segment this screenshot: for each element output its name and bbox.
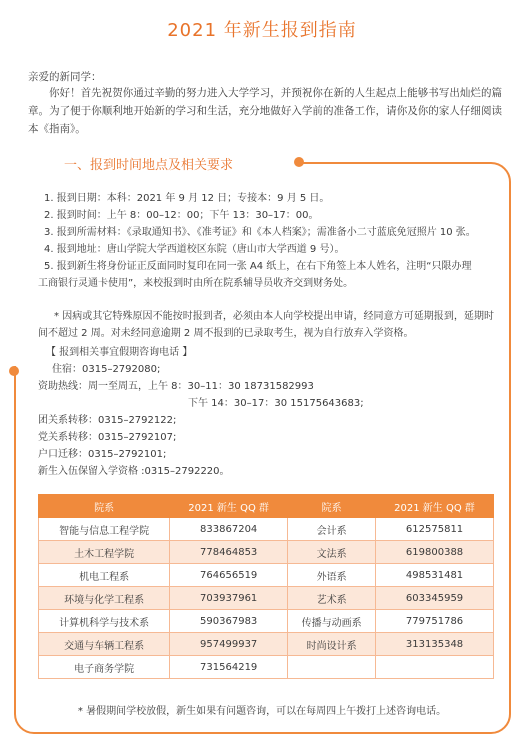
table-cell: 731564219 xyxy=(170,656,288,679)
table-cell: 778464853 xyxy=(170,541,288,564)
contact-line: 团关系转移：0315–2792122; xyxy=(38,415,177,426)
table-cell: 外语系 xyxy=(288,564,376,587)
list-item: 5. 报到新生将身份证正反面同时复印在同一张 A4 纸上，在右下角签上本人姓名，注明“只限办理 xyxy=(44,261,472,272)
list-item: 2. 报到时间：上午 8：00–12：00；下午 13：30–17：00。 xyxy=(44,210,319,221)
contact-line: 资助热线：周一至周五，上午 8：30–11：30 18731582993 xyxy=(38,381,314,392)
page-title: 2021 年新生报到指南 xyxy=(167,20,357,41)
table-cell: 603345959 xyxy=(376,587,494,610)
intro-paragraph: 你好！首先祝贺你通过辛勤的努力进入大学学习，并预祝你在新的人生起点上能够书写出灿烂的篇章。为了便于你顺利地开始新的学习和生活，充分地做好入学前的准备工作，请你及你的家人仔细阅读本《指南》。 xyxy=(28,87,502,135)
frame-dot-top xyxy=(294,157,304,167)
frame-dot-left xyxy=(9,366,19,376)
table-cell xyxy=(376,656,494,679)
table-cell: 957499937 xyxy=(170,633,288,656)
table-cell: 机电工程系 xyxy=(39,564,170,587)
table-row xyxy=(39,564,494,587)
table-header-row xyxy=(39,495,494,518)
greeting: 亲爱的新同学： xyxy=(28,71,102,83)
table-row xyxy=(39,610,494,633)
qq-group-table xyxy=(38,494,494,679)
contact-line: 党关系转移：0315–2792107; xyxy=(38,432,177,443)
contact-line: 住宿：0315–2792080; xyxy=(52,364,161,375)
table-cell: 612575811 xyxy=(376,518,494,541)
column-header: 院系 xyxy=(288,495,376,518)
table-cell: 计算机科学与技术系 xyxy=(39,610,170,633)
table-cell xyxy=(288,656,376,679)
table-cell: 时尚设计系 xyxy=(288,633,376,656)
list-item: 3. 报到所需材料：《录取通知书》、《准考证》和《本人档案》；需准备小二寸蓝底免冠照片 10 张。 xyxy=(44,227,476,238)
contact-line: 下午 14：30–17：30 15175643683; xyxy=(188,398,364,409)
table-cell: 764656519 xyxy=(170,564,288,587)
column-header: 院系 xyxy=(39,495,170,518)
table-cell: 土木工程学院 xyxy=(39,541,170,564)
notice: * 因病或其它特殊原因不能按时报到者，必须由本人向学校提出申请，经同意方可延期报到，延期时间不超过 2 周。对未经同意逾期 2 周不报到的已录取考生，视为自行放弃入学资格。 xyxy=(38,311,494,339)
table-row xyxy=(39,633,494,656)
table-row xyxy=(39,518,494,541)
table-cell: 590367983 xyxy=(170,610,288,633)
table-cell: 交通与车辆工程系 xyxy=(39,633,170,656)
table-cell: 会计系 xyxy=(288,518,376,541)
table-cell: 传播与动画系 xyxy=(288,610,376,633)
table-cell: 779751786 xyxy=(376,610,494,633)
table-cell: 498531481 xyxy=(376,564,494,587)
table-row xyxy=(39,587,494,610)
table-cell: 艺术系 xyxy=(288,587,376,610)
table-cell: 833867204 xyxy=(170,518,288,541)
column-header: 2021 新生 QQ 群 xyxy=(170,495,288,518)
table-cell: 文法系 xyxy=(288,541,376,564)
footer-note: * 暑假期间学校放假，新生如果有问题咨询，可以在每周四上午拨打上述咨询电话。 xyxy=(77,706,447,717)
list-item: 4. 报到地址：唐山学院大学西道校区东院（唐山市大学西道 9 号）。 xyxy=(44,244,345,255)
table-row xyxy=(39,541,494,564)
table-row xyxy=(39,656,494,679)
contact-line: 户口迁移：0315–2792101; xyxy=(38,449,167,460)
list-item: 工商银行灵通卡使用”，来校报到时由所在院系辅导员收齐交到财务处。 xyxy=(38,278,354,289)
table-cell: 619800388 xyxy=(376,541,494,564)
table-cell: 703937961 xyxy=(170,587,288,610)
table-cell: 电子商务学院 xyxy=(39,656,170,679)
column-header: 2021 新生 QQ 群 xyxy=(376,495,494,518)
table-cell: 环境与化学工程系 xyxy=(39,587,170,610)
list-item: 1. 报到日期：本科：2021 年 9 月 12 日；专接本：9 月 5 日。 xyxy=(44,193,330,204)
table-cell: 智能与信息工程学院 xyxy=(39,518,170,541)
contact-heading: 【 报到相关事宜假期咨询电话 】 xyxy=(46,347,193,358)
section-title: 一、报到时间地点及相关要求 xyxy=(64,158,234,173)
contact-line: 新生入伍保留入学资格 :0315–2792220。 xyxy=(38,466,230,477)
table-cell: 313135348 xyxy=(376,633,494,656)
